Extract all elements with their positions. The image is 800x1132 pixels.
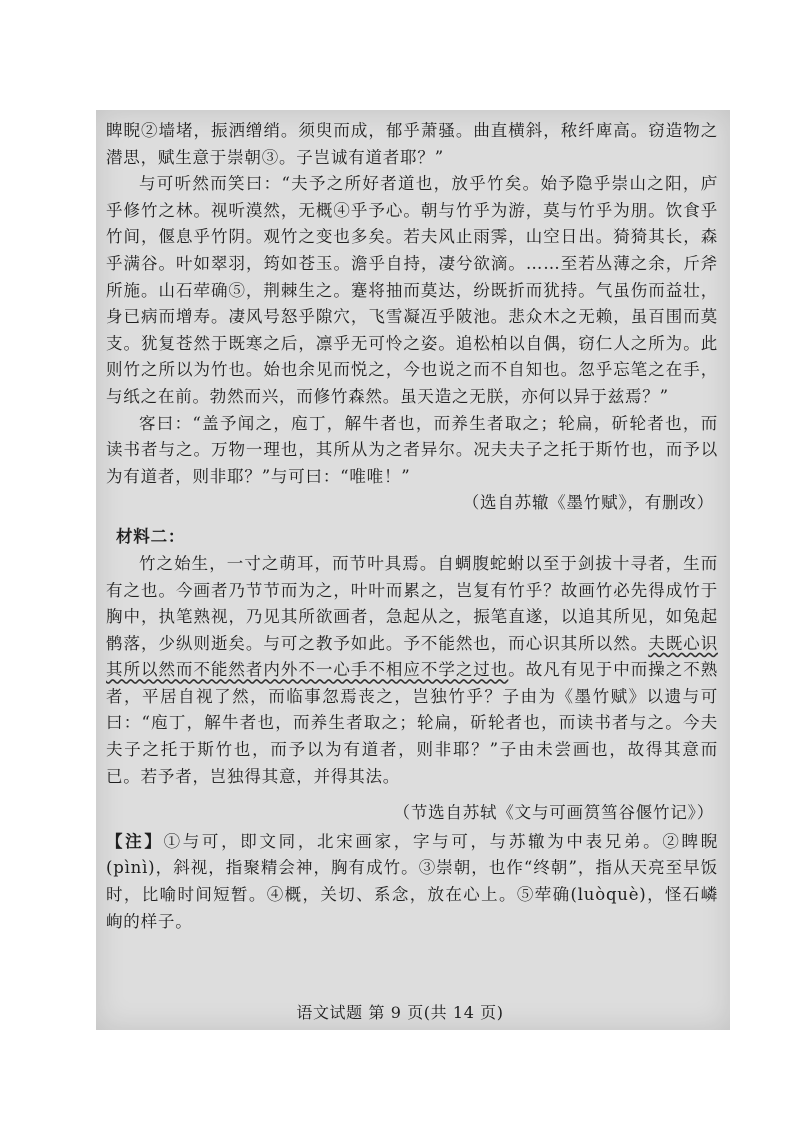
- page-footer: 语文试题 第 9 页(共 14 页): [296, 1003, 504, 1022]
- underlined-question-sentence: 夫既心识其所以然而不能然者内外不一心手不相应不学之过也: [106, 633, 718, 680]
- material2-paragraph: [106, 551, 718, 790]
- material2-text-after: 。故凡有见于中而操之不熟者，平居自视了然，而临事忽焉丧之，岂独竹乎？子由为《墨竹赋》以遗与可曰：“庖丁，解牛者也，而养生者取之；轮扁，斫轮者也，而读书者与之。今夫夫子之托于斯竹也，而予以为有道者，则非耶？”子由未尝画也，故得其意而已。若予者，岂独得其意，并得其法。: [106, 660, 718, 786]
- material1-paragraph-1: 与可听然而笑曰：“夫予之所好者道也，放乎竹矣。始予隐乎崇山之阳，庐乎修竹之林。视听漠然，无概④乎予心。朝与竹乎为游，莫与竹乎为朋。饮食乎竹间，偃息乎竹阴。观竹之变也多矣。若夫风止雨霁，山空日出。猗猗其长，森乎满谷。叶如翠羽，筠如苍玉。澹乎自持，凄兮欲滴。……至若丛薄之余，斤斧所施。山石荦确⑤，荆棘生之。蹇将抽而莫达，纷既折而犹持。气虽伤而益壮，身已病而增寿。凄风号怒乎隙穴，飞雪凝冱乎陂池。悲众木之无赖，虽百围而莫支。犹复苍然于既寒之后，凛乎无可怜之姿。追松柏以自偶，窃仁人之所为。此则竹之所以为竹也。始也余见而悦之，今也说之而不自知也。忽乎忘笔之在手，与纸之在前。勃然而兴，而修竹森然。虽天造之无朕，亦何以异于兹焉？”: [106, 174, 718, 406]
- document-body: [106, 118, 718, 935]
- footnote: [106, 829, 718, 935]
- footnote-label: 【注】: [106, 831, 164, 851]
- material1-paragraph-0: 睥睨②墙堵，振洒缯绡。须臾而成，郁乎萧骚。曲直横斜，秾纤庳高。窃造物之潜思，赋生意于崇朝③。子岂诚有道者耶？”: [106, 121, 718, 167]
- material1-paragraph-2: 客曰：“盖予闻之，庖丁，解牛者也，而养生者取之；轮扁，斫轮者也，而读书者与之。万物一理也，其所从为之者异尔。况夫夫子之托于斯竹也，而予以为有道者，则非耶？”与可曰：“唯唯！”: [106, 413, 718, 486]
- material2-text-before: 竹之始生，一寸之萌耳，而节叶具焉。自蜩腹蛇蚹以至于剑拔十寻者，生而有之也。今画者乃节节而为之，叶叶而累之，岂复有竹乎？故画竹必先得成竹于胸中，执笔熟视，乃见其所欲画者，急起从之，振笔直遂，以追其所见，如兔起鹘落，少纵则逝矣。与可之教予如此。予不能然也，而心识其所以然。: [106, 553, 718, 653]
- material2-heading: 材料二：: [116, 526, 186, 546]
- material1-source: （选自苏辙《墨竹赋》，有删改）: [462, 493, 714, 513]
- material2-source: （节选自苏轼《文与可画筼筜谷偃竹记》）: [393, 803, 714, 823]
- footnote-text: ①与可，即文同，北宋画家，字与可，与苏辙为中表兄弟。②睥睨(pìnì)，斜视，指聚精会神，胸有成竹。③崇朝，也作“终朝”，指从天亮至早饭时，比喻时间短暂。④概，关切、系念，放在心上。⑤荦确(luòquè)，怪石嶙峋的样子。: [106, 831, 719, 931]
